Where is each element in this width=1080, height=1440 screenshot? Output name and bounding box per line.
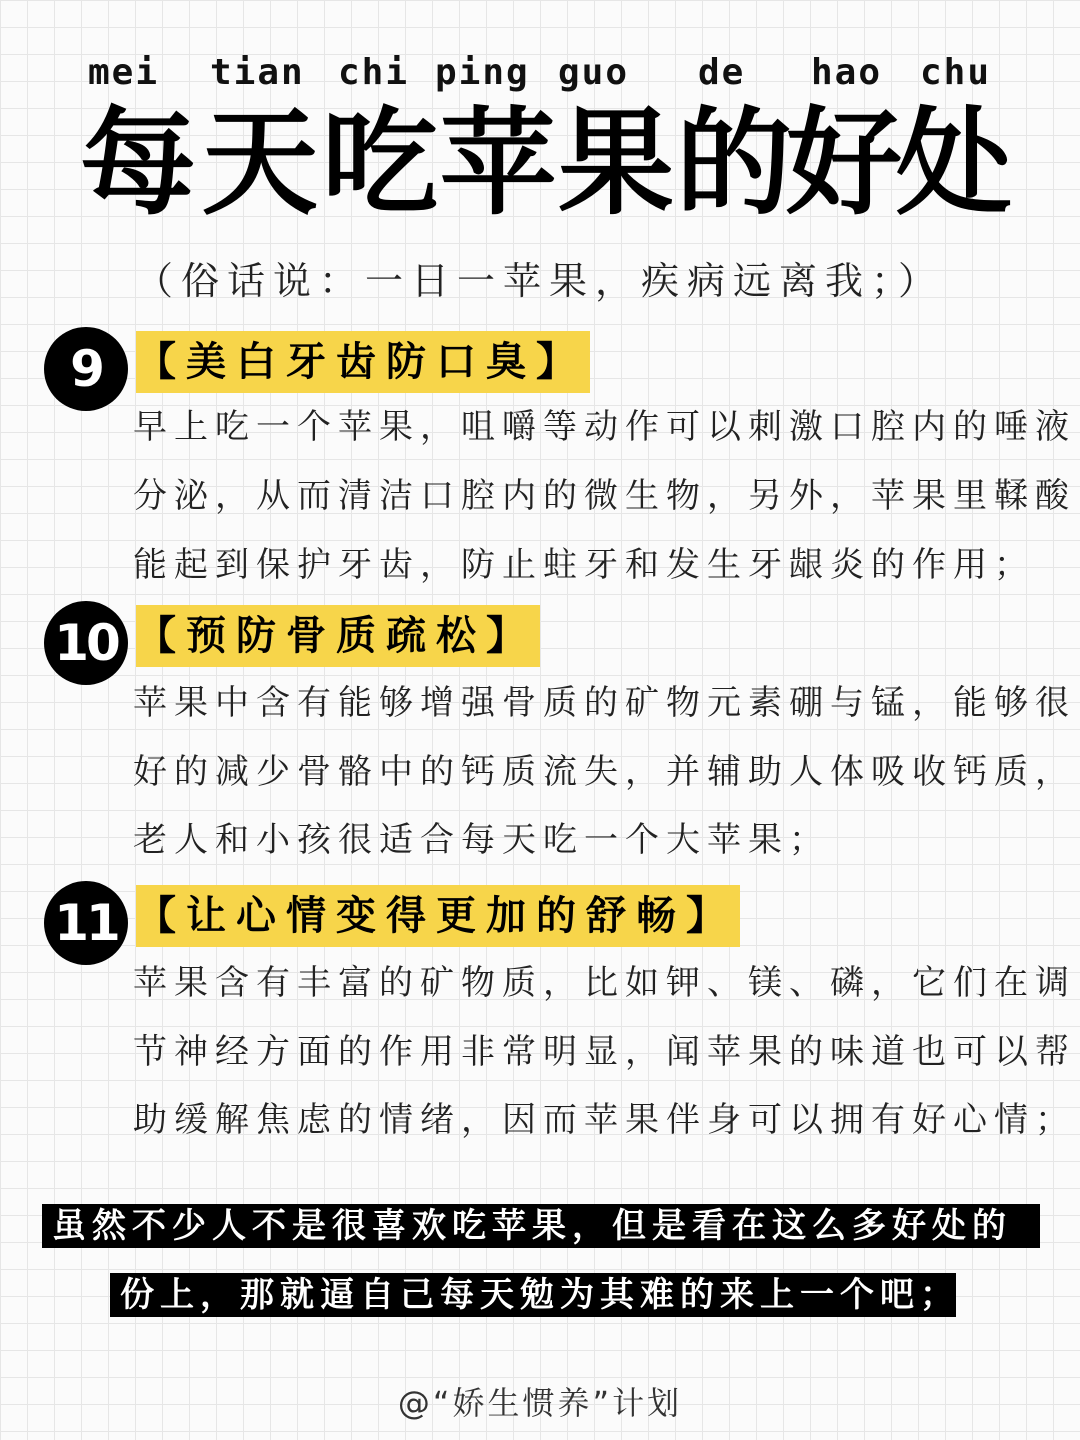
section-whiten-teeth [0,323,1080,593]
body-line: 苹果中含有能够增强骨质的矿物元素硼与锰，能够很 [133,683,1076,723]
author-credit: @“娇生惯养”计划 [397,1384,683,1422]
pinyin-chu: chu [920,52,992,93]
section-heading: 【让心情变得更加的舒畅】 [136,885,740,947]
body-line: 苹果含有丰富的矿物质，比如钾、镁、磷，它们在调 [133,963,1076,1003]
title-char: 的 [676,96,792,231]
pinyin-row [88,52,998,102]
section-number-badge: 11 [44,881,128,965]
title-char: 天 [202,96,318,231]
pinyin-mei: mei [88,52,160,93]
pinyin-tian: tian [210,52,305,93]
section-number-badge: 10 [44,601,128,685]
subtitle: （俗话说：一日一苹果，疾病远离我；） [135,259,945,303]
pinyin-chi: chi [338,52,410,93]
body-line: 早上吃一个苹果，咀嚼等动作可以刺激口腔内的唾液 [133,407,1076,447]
section-heading: 【预防骨质疏松】 [136,605,540,667]
pinyin-hao: hao [811,52,883,93]
section-number-badge: 9 [44,327,128,411]
body-line: 好的减少骨骼中的钙质流失，并辅助人体吸收钙质， [133,752,1076,792]
title-char: 每 [80,96,196,231]
title-char: 苹 [440,96,556,231]
section-mood [0,877,1080,1157]
pinyin-ping: ping [435,52,530,93]
body-line: 分泌，从而清洁口腔内的微生物，另外，苹果里鞣酸 [133,476,1076,516]
title-char: 果 [558,96,674,231]
body-line: 能起到保护牙齿，防止蛀牙和发生牙龈炎的作用； [133,545,1035,585]
page-title [80,96,1012,231]
title-char: 处 [896,96,1012,231]
title-char: 吃 [322,96,438,231]
title-char: 好 [786,96,902,231]
closing-line: 份上，那就逼自己每天勉为其难的来上一个吧； [110,1273,956,1317]
pinyin-guo: guo [558,52,630,93]
body-line: 老人和小孩很适合每天吃一个大苹果； [133,820,830,860]
closing-line: 虽然不少人不是很喜欢吃苹果，但是看在这么多好处的 [42,1204,1040,1248]
pinyin-de: de [698,52,746,93]
body-line: 助缓解焦虑的情绪，因而苹果伴身可以拥有好心情； [133,1100,1076,1140]
section-heading: 【美白牙齿防口臭】 [136,331,590,393]
body-line: 节神经方面的作用非常明显，闻苹果的味道也可以帮 [133,1032,1076,1072]
section-bone-health [0,599,1080,869]
